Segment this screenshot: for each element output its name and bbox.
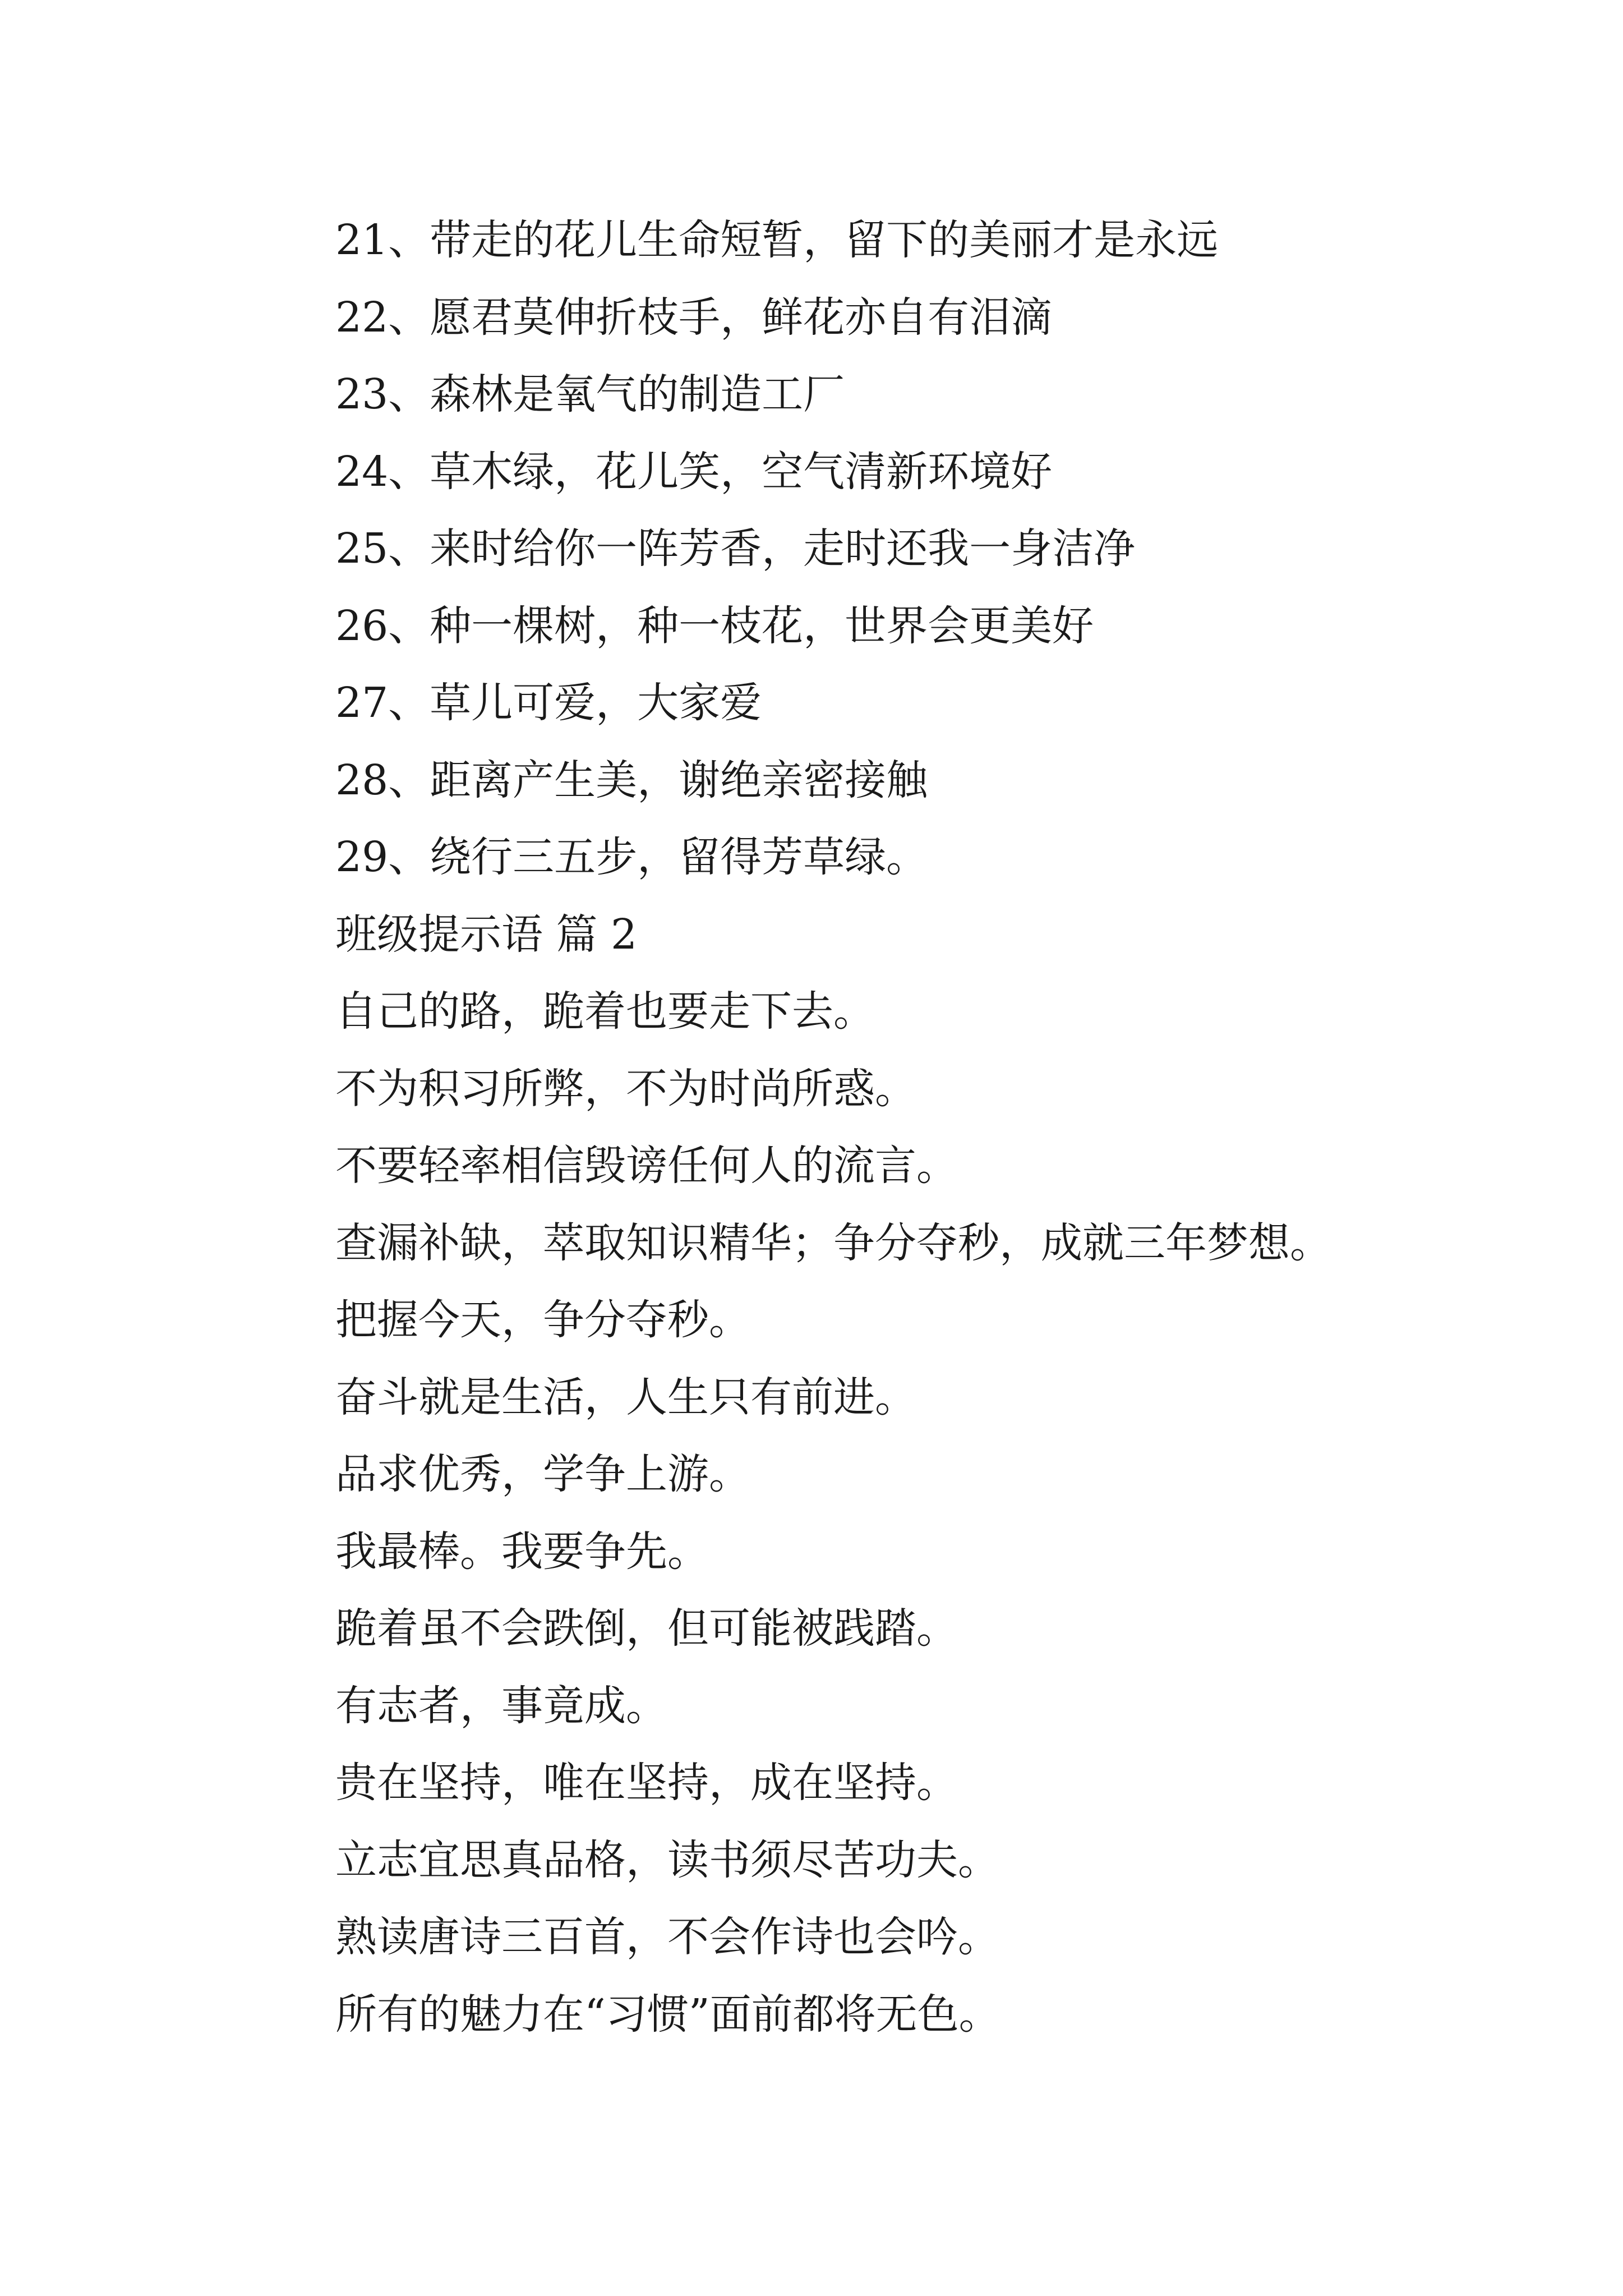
slogan-line-23: 23、森林是氧气的制造工厂 bbox=[335, 370, 845, 418]
slogan-line-29: 29、绕行三五步，留得芳草绿。 bbox=[335, 833, 928, 881]
text-line: 奋斗就是生活，人生只有前进。 bbox=[335, 1373, 916, 1421]
slogan-line-22: 22、愿君莫伸折枝手，鲜花亦自有泪滴 bbox=[335, 293, 1053, 342]
slogan-line-28: 28、距离产生美，谢绝亲密接触 bbox=[335, 756, 928, 804]
text-line: 不为积习所弊，不为时尚所惑。 bbox=[335, 1064, 916, 1113]
text-line: 贵在坚持，唯在坚持，成在坚持。 bbox=[335, 1759, 958, 1807]
document-body bbox=[335, 202, 1513, 2053]
text-line: 所有的魅力在“习惯”面前都将无色。 bbox=[335, 1990, 1000, 2039]
text-line: 熟读唐诗三百首，不会作诗也会吟。 bbox=[335, 1913, 999, 1961]
text-line: 品求优秀，学争上游。 bbox=[335, 1450, 750, 1498]
text-line: 把握今天，争分夺秒。 bbox=[335, 1296, 750, 1344]
text-line: 查漏补缺，萃取知识精华；争分夺秒，成就三年梦想。 bbox=[335, 1218, 1331, 1267]
slogan-line-24: 24、草木绿，花儿笑，空气清新环境好 bbox=[335, 447, 1053, 496]
slogan-line-25: 25、来时给你一阵芳香，走时还我一身洁净 bbox=[335, 524, 1136, 573]
slogan-line-26: 26、种一棵树，种一枝花，世界会更美好 bbox=[335, 601, 1094, 650]
text-line: 跪着虽不会跌倒，但可能被践踏。 bbox=[335, 1604, 958, 1653]
text-line: 有志者，事竟成。 bbox=[335, 1681, 667, 1730]
text-line: 我最棒。我要争先。 bbox=[335, 1527, 709, 1576]
text-line: 不要轻率相信毁谤任何人的流言。 bbox=[335, 1142, 958, 1190]
slogan-line-27: 27、草儿可爱，大家爱 bbox=[335, 679, 762, 727]
text-line: 自己的路，跪着也要走下去。 bbox=[335, 987, 875, 1036]
text-line: 立志宜思真品格，读书须尽苦功夫。 bbox=[335, 1835, 999, 1884]
slogan-line-21: 21、带走的花儿生命短暂，留下的美丽才是永远 bbox=[335, 216, 1219, 264]
section-heading: 班级提示语 篇 2 bbox=[335, 910, 638, 959]
